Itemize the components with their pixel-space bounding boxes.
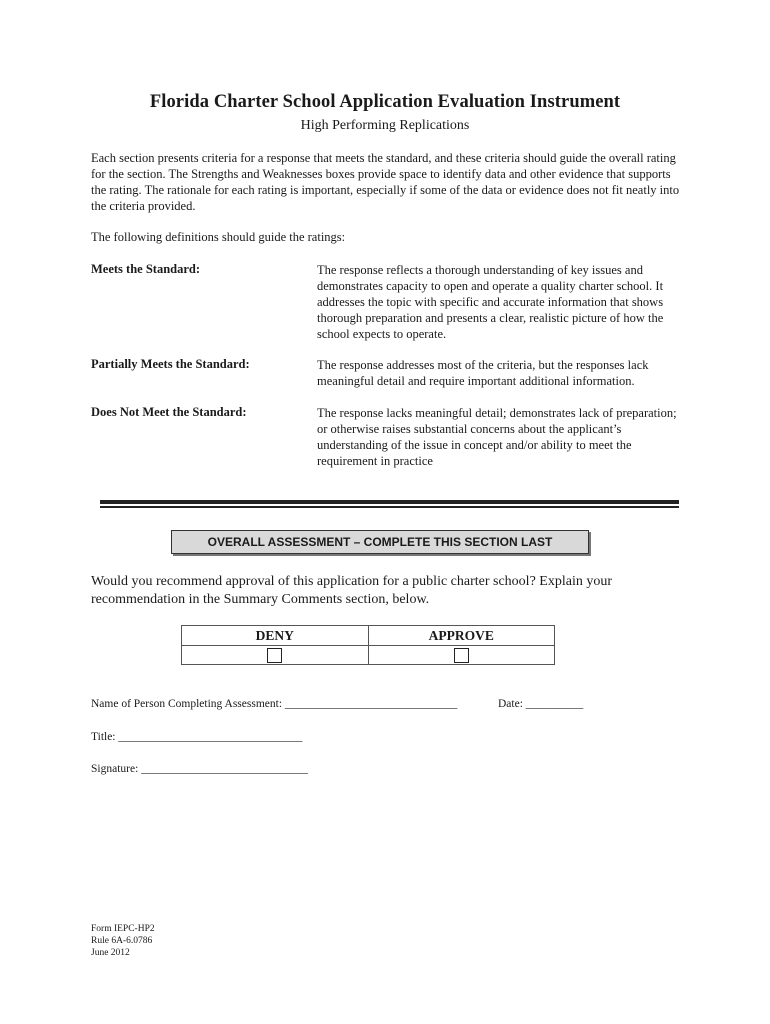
definition-term-meets: Meets the Standard: [91, 262, 201, 276]
date-field[interactable]: Date: __________ [498, 698, 584, 710]
definition-term-does-not-meet: Does Not Meet the Standard: [91, 405, 247, 419]
deny-checkbox[interactable] [267, 648, 282, 663]
definitions-lead: The following definitions should guide the ratings: [91, 230, 346, 244]
approve-cell [368, 646, 555, 665]
approve-checkbox[interactable] [454, 648, 469, 663]
section-divider [100, 500, 679, 504]
form-date: June 2012 [91, 948, 130, 958]
definition-text-meets: The response reflects a thorough understanding of key issues and demonstrates capacity to open and operate a quality charter school. It addresses the topic with specific and accurate information that shows thorough preparation and presents a clear, realistic picture of how the school expects to operate. [317, 263, 664, 341]
overall-assessment-heading: OVERALL ASSESSMENT – COMPLETE THIS SECTION LAST [171, 530, 589, 554]
definition-text-does-not-meet: The response lacks meaningful detail; demonstrates lack of preparation; or otherwise raises substantial concerns about the applicant’s understanding of the issue in concept and/or ability to meet the requirement in practice [317, 406, 677, 468]
deny-label: DENY [182, 626, 369, 646]
section-divider-thin [100, 506, 679, 508]
rule-number: Rule 6A-6.0786 [91, 936, 153, 946]
definition-text-partially-meets: The response addresses most of the criteria, but the responses lack meaningful detail and require important additional information. [317, 358, 649, 388]
signature-field[interactable]: Signature: _____________________________ [91, 763, 308, 775]
decision-table [181, 625, 555, 665]
deny-cell [182, 646, 369, 665]
page-subtitle: High Performing Replications [300, 118, 470, 133]
intro-paragraph: Each section presents criteria for a response that meets the standard, and these criteria should guide the overall rating for the section. The Strengths and Weaknesses boxes provide space to identify data and other evidence that supports the rating. The rationale for each rating is important, especially if some of the data or evidence does not fit neatly into the criteria provided. [91, 151, 680, 213]
form-number: Form IEPC-HP2 [91, 924, 155, 934]
page-title: Florida Charter School Application Evaluation Instrument [149, 92, 621, 112]
definition-term-partially-meets: Partially Meets the Standard: [91, 357, 250, 371]
recommendation-question: Would you recommend approval of this application for a public charter school? Explain your recommendation in the Summary Comments section, below. [91, 574, 612, 607]
assessor-name-field[interactable]: Name of Person Completing Assessment: ______________________________ [91, 698, 458, 710]
title-field[interactable]: Title: ________________________________ [91, 731, 303, 743]
form-footer [91, 923, 155, 959]
approve-label: APPROVE [368, 626, 555, 646]
